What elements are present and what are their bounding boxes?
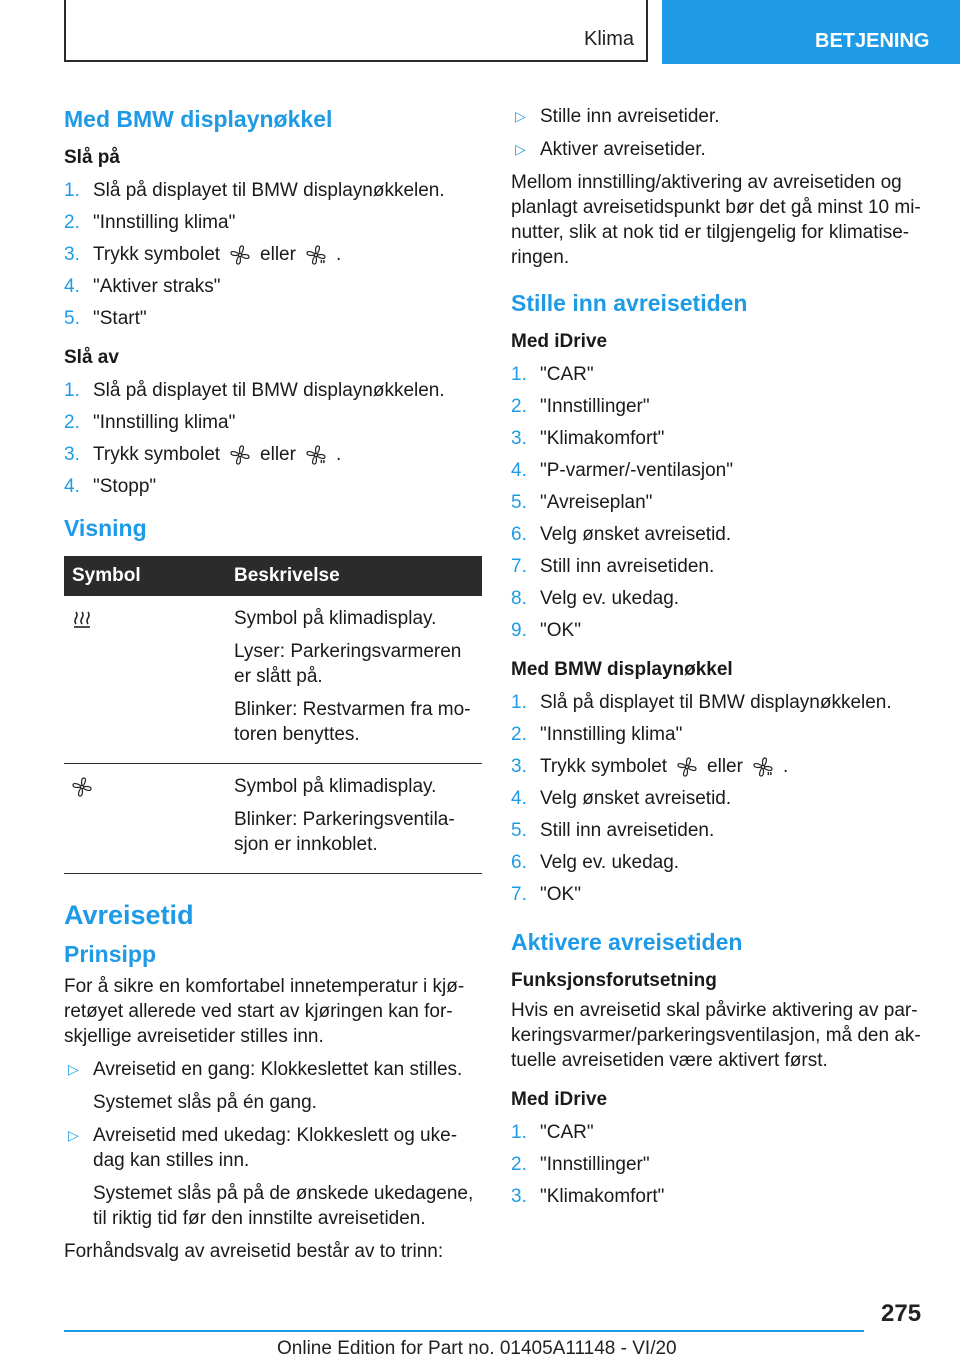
step (64, 471, 482, 503)
step (511, 615, 929, 647)
switch-off-steps (64, 375, 482, 503)
table-cell-text: Blinker: Restvarmen fra mo- toren benyttes. (234, 699, 471, 745)
step (511, 783, 929, 815)
bullet-triangle-icon: ▷ (515, 141, 526, 157)
heading-idrive-2: Med iDrive (511, 1089, 608, 1110)
table-header-symbol: Symbol (64, 556, 230, 596)
header-chapter-tab: BETJENING (662, 0, 960, 64)
fan-heat-icon (753, 756, 773, 778)
step-text: eller (260, 444, 296, 465)
step (511, 551, 929, 583)
step-number: 1. (64, 180, 80, 201)
fan-outline-icon (677, 756, 697, 778)
step-text: Velg ønsket avreisetid. (540, 524, 732, 545)
heading-stille-inn: Stille inn avreisetiden (511, 290, 748, 316)
step-text: "Innstilling klima" (540, 724, 683, 745)
list-item (64, 1123, 482, 1231)
step (64, 439, 482, 471)
step-text: "Avreiseplan" (540, 492, 653, 513)
step-number: 7. (511, 884, 527, 905)
step-text: "Innstilling klima" (93, 412, 236, 433)
heading-switch-on: Slå på (64, 147, 120, 168)
step (511, 1117, 929, 1149)
step-text: "P-varmer/-ventilasjon" (540, 460, 733, 481)
step-text: Velg ev. ukedag. (540, 852, 680, 873)
bullet-text: Avreisetid en gang: Klokkeslettet kan stilles. (93, 1059, 463, 1080)
step-text: . (335, 244, 342, 265)
bullet-text: Stille inn avreisetider. (540, 106, 720, 127)
table-cell-text: Symbol på klimadisplay. (234, 776, 437, 797)
bullet-triangle-icon: ▷ (68, 1061, 79, 1077)
step (511, 519, 929, 551)
heading-display-key-right: Med BMW displaynøkkel (511, 659, 733, 680)
fan-outline-icon (230, 444, 250, 466)
list-item (64, 1057, 482, 1115)
page-number: 275 (881, 1300, 922, 1327)
step-text: . (782, 756, 789, 777)
table-header-description: Beskrivelse (230, 556, 482, 596)
step-text: "Innstilling klima" (93, 212, 236, 233)
step (64, 271, 482, 303)
step (511, 391, 929, 423)
step-number: 2. (511, 724, 527, 745)
display-key-steps (511, 687, 929, 911)
step-number: 4. (511, 460, 527, 481)
heading-aktivere: Aktivere avreisetiden (511, 929, 743, 955)
heading-funksjonsforutsetning: Funksjonsforutsetning (511, 970, 717, 991)
step-text: eller (707, 756, 743, 777)
step-text: Slå på displayet til BMW displaynøkkelen. (93, 380, 445, 401)
step-text: Trykk symbolet (540, 756, 668, 777)
idrive-steps (511, 359, 929, 647)
step (511, 1181, 929, 1213)
step (64, 239, 482, 271)
step-text: "Stopp" (93, 476, 157, 497)
table-row (64, 764, 482, 874)
step-number: 5. (64, 308, 80, 329)
switch-on-steps (64, 175, 482, 335)
heading-prinsipp: Prinsipp (64, 941, 157, 967)
fan-heat-icon (306, 444, 326, 466)
step-text: "Aktiver straks" (93, 276, 221, 297)
step (511, 423, 929, 455)
step-text: "CAR" (540, 1122, 594, 1143)
header-section-title: Klima (583, 28, 634, 50)
step-text: Slå på displayet til BMW displaynøkkelen. (93, 180, 445, 201)
header-box (64, 0, 648, 62)
step-text: Trykk symbolet (93, 444, 221, 465)
step-number: 4. (511, 788, 527, 809)
step-text: "Klimakomfort" (540, 1186, 665, 1207)
step-number: 7. (511, 556, 527, 577)
step-number: 5. (511, 820, 527, 841)
bullet-text: Avreisetid med ukedag: Klokkeslett og uke- dag kan stilles inn. (93, 1125, 458, 1171)
footer-edition-text: Online Edition for Part no. 01405A11148 - VI/20 (277, 1338, 677, 1359)
step-text: Still inn avreisetiden. (540, 556, 715, 577)
step (511, 455, 929, 487)
heading-avreisetid: Avreisetid (64, 900, 194, 930)
table-cell-text: Lyser: Parkeringsvarmeren er slått på. (234, 641, 462, 687)
function-paragraph: Hvis en avreisetid skal påvirke aktivering av par- keringsvarmer/parkeringsventilasjon, må den ak- tuelle avreisetiden være aktivert først. (511, 1000, 921, 1071)
step (64, 175, 482, 207)
step (64, 303, 482, 335)
step-number: 1. (64, 380, 80, 401)
step-number: 2. (511, 396, 527, 417)
step (64, 407, 482, 439)
step-number: 4. (64, 276, 80, 297)
step-text: "Innstillinger" (540, 1154, 650, 1175)
list-item (511, 137, 929, 162)
step-number: 6. (511, 524, 527, 545)
heater-waves-icon (72, 608, 92, 630)
step-text: "Klimakomfort" (540, 428, 665, 449)
step-number: 1. (511, 364, 527, 385)
fan-outline-icon (72, 776, 92, 798)
interval-paragraph: Mellom innstilling/aktivering av avreisetiden og planlagt avreisetidspunkt bør det gå minst 10 mi- nutter, slik at nok tid er tilgjengelig for klimatise- ringen. (511, 172, 921, 268)
fan-outline-icon (230, 244, 250, 266)
step-text: Velg ønsket avreisetid. (540, 788, 732, 809)
symbol-table (64, 556, 482, 874)
step-text: "OK" (540, 884, 581, 905)
closing-paragraph: Forhåndsvalg av avreisetid består av to trinn: (64, 1241, 444, 1262)
heading-visning: Visning (64, 515, 147, 541)
bullet-subtext: Systemet slås på én gang. (93, 1092, 317, 1113)
bullet-triangle-icon: ▷ (515, 108, 526, 124)
step (511, 359, 929, 391)
step-text: "OK" (540, 620, 581, 641)
left-column (64, 100, 482, 1272)
step-number: 5. (511, 492, 527, 513)
list-item (511, 104, 929, 129)
bullet-triangle-icon: ▷ (68, 1127, 79, 1143)
step-number: 2. (64, 412, 80, 433)
step-number: 2. (511, 1154, 527, 1175)
step-text: eller (260, 244, 296, 265)
footer-divider (64, 1330, 864, 1332)
step (64, 207, 482, 239)
step-text: "Innstillinger" (540, 396, 650, 417)
step (511, 583, 929, 615)
step (511, 815, 929, 847)
prinsipp-paragraph: For å sikre en komfortabel innetemperatur i kjø- retøyet allerede ved start av kjøringen kan for- skjellige avreisetider stilles inn. (64, 976, 465, 1047)
step-text: "CAR" (540, 364, 594, 385)
table-cell-text: Blinker: Parkeringsventila- sjon er innkoblet. (234, 809, 455, 855)
step-text: Slå på displayet til BMW displaynøkkelen. (540, 692, 892, 713)
step-number: 8. (511, 588, 527, 609)
step (511, 719, 929, 751)
step-number: 3. (64, 444, 80, 465)
fan-heat-icon (306, 244, 326, 266)
step-text: Still inn avreisetiden. (540, 820, 715, 841)
step (511, 847, 929, 879)
step-number: 9. (511, 620, 527, 641)
step-number: 6. (511, 852, 527, 873)
step-number: 2. (64, 212, 80, 233)
right-column (511, 100, 929, 1225)
step-text: Velg ev. ukedag. (540, 588, 680, 609)
step (511, 1149, 929, 1181)
step (64, 375, 482, 407)
step-number: 4. (64, 476, 80, 497)
step-text: . (335, 444, 342, 465)
step-text: "Start" (93, 308, 147, 329)
heading-idrive: Med iDrive (511, 331, 608, 352)
idrive-activate-steps (511, 1117, 929, 1213)
bullet-text: Aktiver avreisetider. (540, 139, 706, 160)
heading-display-key: Med BMW displaynøkkel (64, 106, 333, 132)
step-text: Trykk symbolet (93, 244, 221, 265)
bullet-subtext: Systemet slås på på de ønskede ukedagene, til riktig tid før den innstilte avreisetiden. (93, 1183, 474, 1229)
step-number: 3. (511, 756, 527, 777)
step-number: 1. (511, 692, 527, 713)
step (511, 879, 929, 911)
step-number: 3. (511, 1186, 527, 1207)
table-cell-text: Symbol på klimadisplay. (234, 608, 437, 629)
step-number: 3. (511, 428, 527, 449)
step (511, 751, 929, 783)
step (511, 687, 929, 719)
heading-switch-off: Slå av (64, 347, 119, 368)
table-row (64, 596, 482, 764)
step-number: 3. (64, 244, 80, 265)
step (511, 487, 929, 519)
step-number: 1. (511, 1122, 527, 1143)
